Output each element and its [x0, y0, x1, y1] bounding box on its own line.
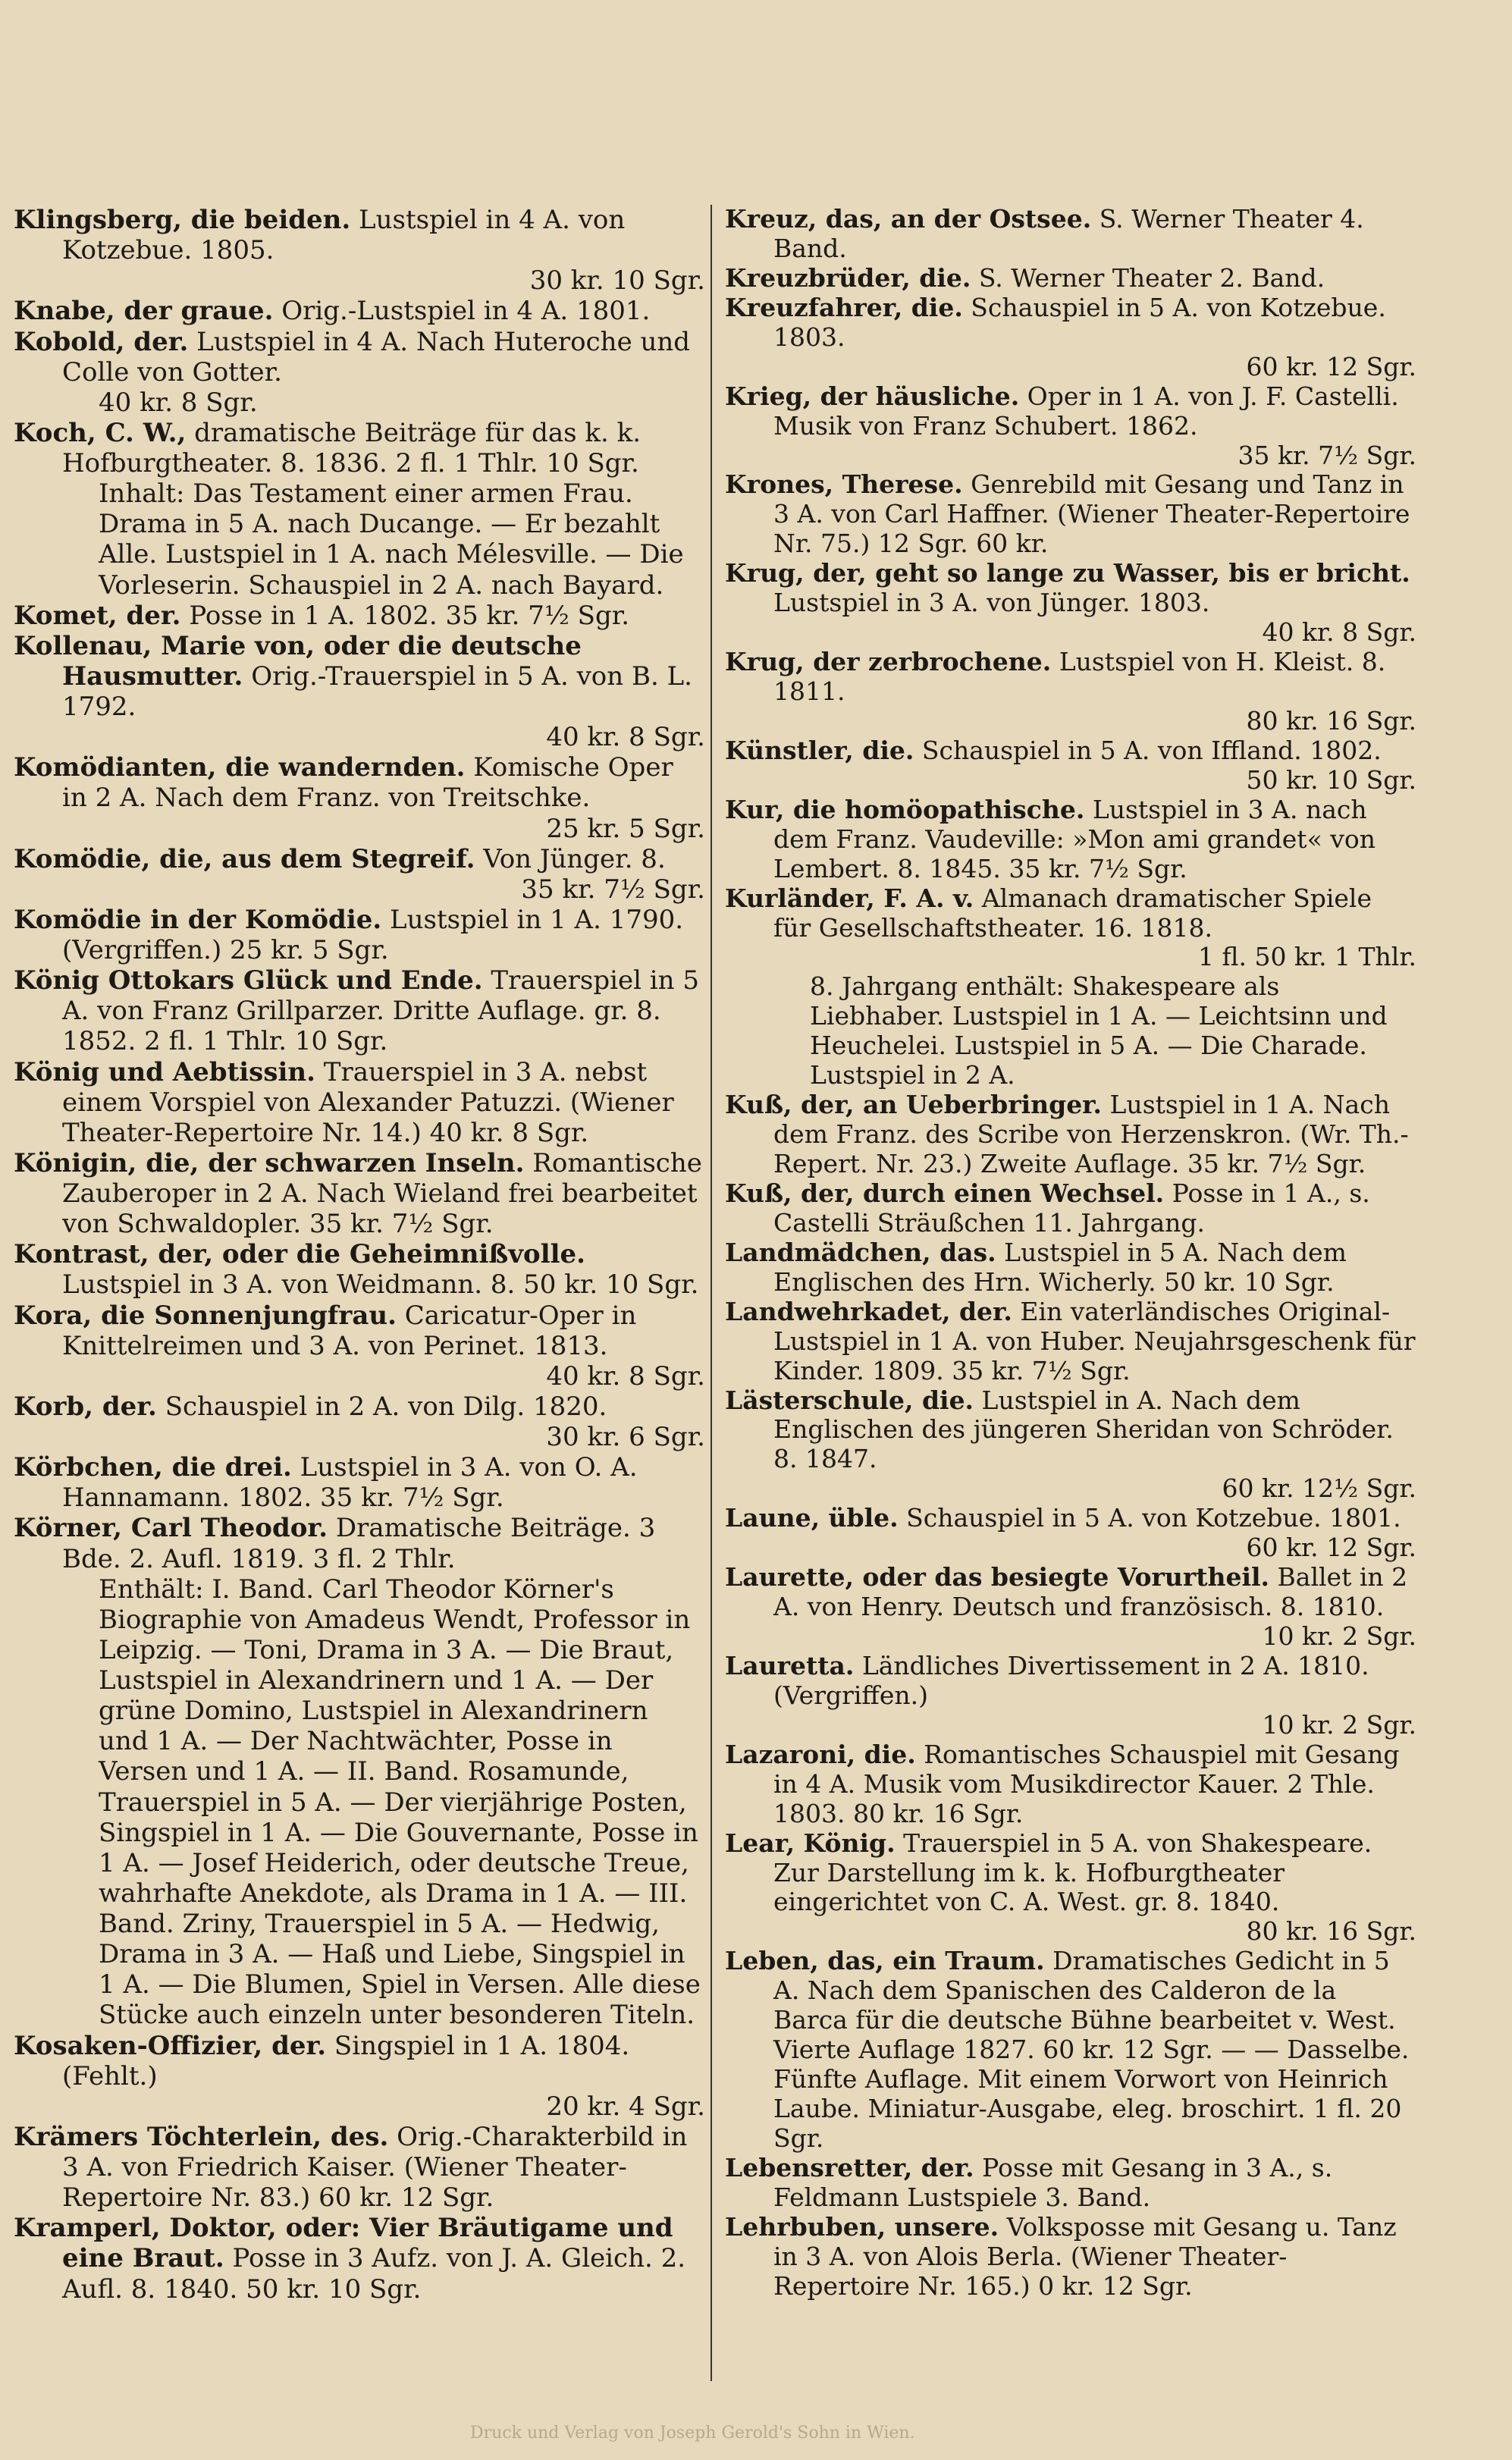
entry-price: 25 kr. 5 Sgr.: [546, 813, 705, 844]
entry-description: Trauerspiel in 3 A. nebst einem Vorspiel von Alexander Patuzzi. (Wiener Theater-Repertoire Nr. 14.) 40 kr. 8 Sgr.: [62, 1056, 674, 1148]
catalog-entry: [14, 965, 705, 1056]
entry-title: Kramperl, Doktor, oder: Vier Bräutigame und eine Braut.: [14, 2213, 673, 2274]
entry-description: Inhalt: Das Testament einer armen Frau. Drama in 5 A. nach Ducange. — Er bezahlt Alle. Lustspiel in 1 A. nach Mélesville. — Die Vorleserin. Schauspiel in 2 A. nach Bayard.: [99, 479, 684, 601]
entry-description: Lustspiel in 4 A. Nach Huteroche und Colle von Gotter.: [62, 326, 691, 388]
entry-description: Lustspiel in 3 A. von Weidmann. 8. 50 kr. 10 Sgr.: [62, 1269, 699, 1301]
entry-description: dramatische Beiträge für das k. k. Hofburgtheater. 8. 1836. 2 fl. 1 Thlr. 10 Sgr.: [62, 417, 642, 479]
entry-title: Laune, üble.: [725, 1503, 899, 1533]
entry-contents: 8. Jahrgang enthält: Shakespeare als Liebhaber. Lustspiel in 1 A. — Leichtsinn und Heuchelei. Lustspiel in 5 A. — Die Charade. Lustspiel in 2 A.: [810, 971, 1388, 1090]
entry-title: Laurette, oder das besiegte Vorurtheil.: [725, 1562, 1270, 1592]
entry-description: Lustspiel in 5 A. Nach dem Englischen des Hrn. Wicherly. 50 kr. 10 Sgr.: [773, 1237, 1347, 1297]
catalog-entry: [725, 1947, 1416, 2154]
entry-price: 80 kr. 16 Sgr.: [1246, 705, 1416, 736]
entry-title: Lehrbuben, unsere.: [725, 2211, 999, 2242]
entry-price: 35 kr. 7½ Sgr.: [521, 874, 705, 905]
entry-price: 20 kr. 4 Sgr.: [546, 2091, 705, 2122]
entry-price: 30 kr. 10 Sgr.: [529, 265, 705, 297]
entry-title: Komödie in der Komödie.: [14, 904, 382, 935]
catalog-entry: [725, 884, 1416, 1091]
catalog-entry: [725, 205, 1416, 264]
catalog-entry: [14, 296, 705, 326]
catalog-entry: [725, 2213, 1416, 2302]
entry-description: 40 kr. 8 Sgr.: [99, 387, 258, 418]
right-column: [725, 205, 1416, 2302]
entry-description: Lustspiel in 1 A. 1790. (Vergriffen.) 25 kr. 5 Sgr.: [62, 904, 684, 965]
catalog-entry: [725, 264, 1416, 293]
entry-description: Genrebild mit Gesang und Tanz in 3 A. von Carl Haffner. (Wiener Theater-Repertoire Nr. 75.) 12 Sgr. 60 kr.: [773, 469, 1410, 559]
entry-description: Schauspiel in 5 A. von Kotzebue. 1801.: [898, 1503, 1401, 1533]
entry-description: S. Werner Theater 2. Band.: [971, 262, 1325, 293]
entry-description: Oper in 1 A. von J. F. Castelli. Musik von Franz Schubert. 1862.: [773, 381, 1399, 441]
entry-title: Lear, König.: [725, 1828, 896, 1858]
catalog-entry: [14, 601, 705, 631]
entry-title: Komet, der.: [14, 600, 181, 631]
entry-title: Kur, die homöopathische.: [725, 794, 1085, 824]
left-column: [14, 205, 705, 2305]
entry-title: Körbchen, die drei.: [14, 1452, 292, 1483]
catalog-entry: [725, 1829, 1416, 1947]
entry-description: Schauspiel in 5 A. von Kotzebue. 1803.: [773, 292, 1386, 352]
entry-description: Volksposse mit Gesang u. Tanz in 3 A. von Alois Berla. (Wiener Theater-Repertoire Nr. 165.) 0 kr. 12 Sgr.: [773, 2211, 1397, 2301]
catalog-entry: [725, 470, 1416, 559]
entry-description: Trauerspiel in 5 A. von Shakespeare. Zur Darstellung im k. k. Hofburgtheater eingerichtet von C. A. West. gr. 8. 1840.: [773, 1828, 1372, 1917]
catalog-entry: [725, 2154, 1416, 2213]
catalog-entry: [14, 1301, 705, 1392]
catalog-entry: [725, 795, 1416, 884]
entry-description: Ländliches Divertissement in 2 A. 1810. (Vergriffen.): [773, 1650, 1369, 1710]
entry-description: Enthält: I. Band. Carl Theodor Körner's Biographie von Amadeus Wendt, Professor in Leipzig. — Toni, Drama in 3 A. — Die Braut, Lustspiel in Alexandrinern und 1 A. — Der grüne Domino, Lustspiel in Alexandrinern und 1 A. — Der Nachtwächter, Posse in Versen und 1 A. — II. Band. Rosamunde, Trauerspiel in 5 A. — Der vierjährige Posten, Singspiel in 1 A. — Die Gouvernante, Posse in 1 A. — Josef Heiderich, oder deutsche Treue, wahrhafte Anekdote, als Drama in 1 A. — III. Band. Zriny, Trauerspiel in 5 A. — Hedwig, Drama in 3 A. — Haß und Liebe, Singspiel in 1 A. — Die Blumen, Spiel in Versen. Alle diese Stücke auch einzeln unter besonderen Titeln.: [99, 1574, 701, 2031]
entry-title: Künstler, die.: [725, 735, 914, 765]
entry-title: Kobold, der.: [14, 326, 189, 357]
entry-description: Lustspiel in 4 A. von Kotzebue. 1805.: [62, 205, 626, 266]
entry-title: Kuß, der, durch einen Wechsel.: [725, 1178, 1165, 1208]
entry-description: Lustspiel in A. Nach dem Englischen des jüngeren Sheridan von Schröder. 8. 1847.: [773, 1385, 1394, 1474]
entry-title: Leben, das, ein Traum.: [725, 1946, 1045, 1976]
entry-price: 40 kr. 8 Sgr.: [546, 1360, 705, 1392]
catalog-entry: [14, 205, 705, 296]
entry-description: Von Jünger. 8.: [475, 843, 666, 874]
entry-description: Singspiel in 1 A. 1804. (Fehlt.): [62, 2030, 630, 2091]
catalog-entry: [14, 327, 705, 418]
entry-title: Komödie, die, aus dem Stegreif.: [14, 843, 475, 874]
entry-price: 10 kr. 2 Sgr.: [1262, 1709, 1416, 1740]
catalog-entry: [725, 1386, 1416, 1505]
catalog-entry: [14, 905, 705, 965]
catalog-entry: [725, 736, 1416, 795]
entry-title: Lazaroni, die.: [725, 1739, 916, 1769]
entry-price: 50 kr. 10 Sgr.: [1246, 764, 1416, 795]
catalog-entry: [725, 1238, 1416, 1297]
entry-title: Landmädchen, das.: [725, 1237, 996, 1267]
entry-price: 30 kr. 6 Sgr.: [546, 1422, 705, 1452]
entry-price: 10 kr. 2 Sgr.: [1262, 1621, 1416, 1651]
entry-title: Kreuz, das, an der Ostsee.: [725, 204, 1092, 234]
entry-description: Komische Oper in 2 A. Nach dem Franz. von Treitschke.: [62, 752, 673, 814]
catalog-entry: [725, 1090, 1416, 1179]
entry-description: Lustspiel in 3 A. nach dem Franz. Vaudeville: »Mon ami grandet« von Lembert. 8. 1845. 35 kr. 7½ Sgr.: [773, 794, 1376, 883]
entry-description: Schauspiel in 2 A. von Dilg. 1820.: [156, 1391, 607, 1422]
entry-title: Koch, C. W.,: [14, 417, 187, 448]
page-footer: Druck und Verlag von Joseph Gerold's Sohn in Wien.: [470, 2424, 915, 2443]
column-divider: [711, 205, 712, 2381]
entry-description: Romantisches Schauspiel mit Gesang in 4 A. Musik vom Musikdirector Kauer. 2 Thle. 1803. 80 kr. 16 Sgr.: [773, 1739, 1400, 1828]
catalog-entry: [725, 382, 1416, 471]
entry-title: Krug, der zerbrochene.: [725, 647, 1052, 677]
catalog-entry: [14, 2031, 705, 2122]
entry-title: Kollenau, Marie von, oder die deutsche Hausmutter.: [14, 630, 582, 692]
entry-price: 80 kr. 16 Sgr.: [1246, 1916, 1416, 1947]
entry-description: Posse in 1 A., s. Castelli Sträußchen 11. Jahrgang.: [773, 1178, 1370, 1238]
entry-title: Lebensretter, der.: [725, 2152, 974, 2182]
entry-price: 35 kr. 7½ Sgr.: [1238, 440, 1416, 470]
entry-title: Kreuzfahrer, die.: [725, 292, 963, 322]
catalog-entry: [14, 844, 705, 905]
entry-description: Lustspiel in 3 A. von Jünger. 1803.: [773, 588, 1210, 618]
entry-description: Lustspiel von H. Kleist. 8. 1811.: [773, 647, 1386, 706]
catalog-entry: [725, 1297, 1416, 1386]
entry-description: Schauspiel in 5 A. von Iffland. 1802.: [914, 735, 1382, 765]
entry-title: Kora, die Sonnenjungfrau.: [14, 1300, 397, 1331]
catalog-entry: [14, 2122, 705, 2213]
entry-title: Lästerschule, die.: [725, 1385, 974, 1415]
catalog-entry: [14, 752, 705, 843]
catalog-entry: [14, 631, 705, 753]
entry-description: Almanach dramatischer Spiele für Gesellschaftstheater. 16. 1818.: [773, 883, 1372, 943]
entry-title: Klingsberg, die beiden.: [14, 205, 351, 235]
entry-description: Caricatur-Oper in Knittelreimen und 3 A. von Perinet. 1813.: [62, 1300, 637, 1361]
catalog-entry: [725, 1504, 1416, 1563]
entry-description: Posse in 3 Aufz. von J. A. Gleich. 2. Aufl. 8. 1840. 50 kr. 10 Sgr.: [62, 2243, 686, 2305]
entry-title: Kontrast, der, oder die Geheimnißvolle.: [14, 1239, 585, 1270]
entry-price: 40 kr. 8 Sgr.: [546, 722, 705, 753]
entry-description: Ballet in 2 A. von Henry. Deutsch und französisch. 8. 1810.: [773, 1562, 1408, 1622]
entry-description: Posse in 1 A. 1802. 35 kr. 7½ Sgr.: [180, 600, 630, 631]
entry-title: König und Aebtissin.: [14, 1056, 315, 1087]
entry-title: Landwehrkadet, der.: [725, 1296, 1012, 1326]
entry-description: Posse mit Gesang in 3 A., s. Feldmann Lustspiele 3. Band.: [773, 2152, 1333, 2212]
catalog-entry: [14, 1392, 705, 1452]
entry-description: Dramatisches Gedicht in 5 A. Nach dem Spanischen des Calderon de la Barca für die deutsche Bühne bearbeitet v. West. Vierte Auflage 1827. 60 kr. 12 Sgr. — — Dasselbe. Fünfte Auflage. Mit einem Vorwort von Heinrich Laube. Miniatur-Ausgabe, eleg. broschirt. 1 fl. 20 Sgr.: [773, 1946, 1410, 2153]
catalog-entry: [725, 1740, 1416, 1829]
entry-title: Lauretta.: [725, 1650, 855, 1680]
catalog-entry: [14, 1057, 705, 1148]
entry-title: Krug, der, geht so lange zu Wasser, bis er bricht.: [725, 558, 1410, 588]
catalog-entry: [14, 1513, 705, 2030]
entry-description: Orig.-Lustspiel in 4 A. 1801.: [273, 296, 651, 327]
catalog-entry: [14, 418, 705, 601]
entry-price: 60 kr. 12 Sgr.: [1246, 351, 1416, 381]
entry-title: Krieg, der häusliche.: [725, 381, 1020, 411]
catalog-entry: [725, 1652, 1416, 1740]
catalog-entry: [725, 1179, 1416, 1238]
entry-description: Lustspiel in 3 A. von O. A. Hannamann. 1802. 35 kr. 7½ Sgr.: [62, 1452, 638, 1514]
entry-title: Kreuzbrüder, die.: [725, 262, 971, 293]
entry-title: Kosaken-Offizier, der.: [14, 2030, 327, 2061]
entry-title: Komödianten, die wandernden.: [14, 752, 466, 783]
entry-title: Krones, Therese.: [725, 469, 963, 500]
entry-price: 60 kr. 12 Sgr.: [1246, 1533, 1416, 1563]
entry-title: Korb, der.: [14, 1391, 157, 1422]
catalog-entry: [14, 1239, 705, 1300]
entry-title: König Ottokars Glück und Ende.: [14, 965, 483, 996]
entry-price: 40 kr. 8 Sgr.: [1262, 617, 1416, 648]
entry-price: 60 kr. 12½ Sgr.: [1222, 1473, 1416, 1504]
catalog-entry: [725, 648, 1416, 736]
entry-description: Trauerspiel in 5 A. von Franz Grillparzer. Dritte Auflage. gr. 8. 1852. 2 fl. 1 Thlr. 10 Sgr.: [62, 965, 699, 1057]
catalog-entry: [14, 1452, 705, 1513]
entry-title: Kurländer, F. A. v.: [725, 883, 974, 913]
entry-price: 1 fl. 50 kr. 1 Thlr.: [1197, 942, 1416, 972]
catalog-entry: [725, 1563, 1416, 1652]
entry-description: Dramatische Beiträge. 3 Bde. 2. Aufl. 1819. 3 fl. 2 Thlr.: [62, 1513, 656, 1574]
catalog-entry: [725, 293, 1416, 382]
entry-description: Romantische Zauberoper in 2 A. Nach Wieland frei bearbeitet von Schwaldopler. 35 kr. 7½ Sgr.: [62, 1147, 702, 1240]
entry-description: Ein vaterländisches Original-Lustspiel in 1 A. von Huber. Neujahrsgeschenk für Kinder. 1809. 35 kr. 7½ Sgr.: [773, 1296, 1416, 1385]
entry-description: Orig.-Trauerspiel in 5 A. von B. L. 1792.: [62, 660, 692, 722]
entry-title: Königin, die, der schwarzen Inseln.: [14, 1147, 525, 1178]
entry-description: S. Werner Theater 4. Band.: [773, 204, 1364, 263]
catalog-entry: [14, 1148, 705, 1239]
catalog-entry: [14, 2213, 705, 2304]
entry-description: Orig.-Charakterbild in 3 A. von Friedrich Kaiser. (Wiener Theater-Repertoire Nr. 83.) 60 kr. 12 Sgr.: [62, 2121, 688, 2214]
entry-description: Lustspiel in 1 A. Nach dem Franz. des Scribe von Herzenskron. (Wr. Th.-Repert. Nr. 23.) Zweite Auflage. 35 kr. 7½ Sgr.: [773, 1090, 1409, 1178]
entry-title: Kuß, der, an Ueberbringer.: [725, 1090, 1103, 1120]
entry-title: Krämers Töchterlein, des.: [14, 2121, 389, 2152]
catalog-entry: [725, 559, 1416, 648]
entry-title: Körner, Carl Theodor.: [14, 1513, 328, 1544]
entry-title: Knabe, der graue.: [14, 296, 274, 327]
